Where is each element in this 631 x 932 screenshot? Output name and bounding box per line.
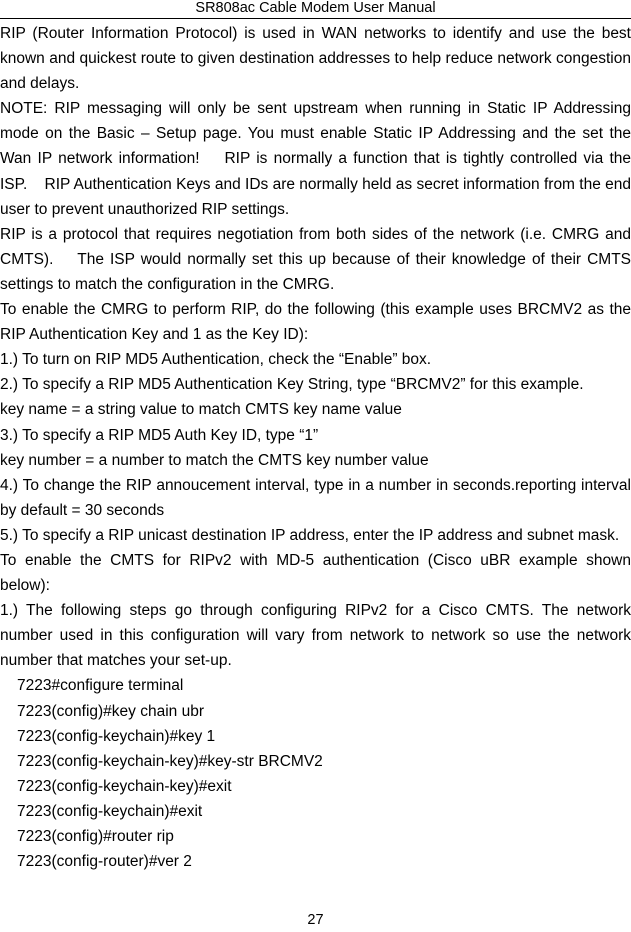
step-1-enable: 1.) To turn on RIP MD5 Authentication, check the “Enable” box.	[0, 351, 432, 369]
step-3-key-id: 3.) To specify a RIP MD5 Auth Key ID, type “1”	[0, 426, 319, 444]
document-body	[0, 21, 631, 874]
code-line: 7223(config-keychain-key)#key-str BRCMV2	[17, 752, 323, 770]
config-commands	[0, 673, 631, 874]
code-line: 7223(config-router)#ver 2	[17, 853, 192, 871]
step-2-key-string: 2.) To specify a RIP MD5 Authentication Key String, type “BRCMV2” for this example.	[0, 376, 584, 394]
paragraph-rip-intro: RIP (Router Information Protocol) is used in WAN networks to identify and use the best known and quickest route to given destination addresses to help reduce network congestion and delays.	[0, 25, 631, 93]
header-title: SR808ac Cable Modem User Manual	[195, 0, 436, 16]
paragraph-enable-cmts: To enable the CMTS for RIPv2 with MD-5 authentication (Cisco uBR example shown below):	[0, 551, 631, 595]
page-number: 27	[307, 912, 324, 928]
code-line: 7223(config-keychain)#key 1	[17, 727, 216, 745]
code-line: 7223(config)#key chain ubr	[17, 702, 204, 720]
step-4-interval: 4.) To change the RIP annoucement interval, type in a number in seconds.reporting interval by default = 30 seconds	[0, 476, 631, 519]
step-5-unicast: 5.) To specify a RIP unicast destination IP address, enter the IP address and subnet mask.	[0, 526, 620, 544]
cmts-step-1: 1.) The following steps go through configuring RIPv2 for a Cisco CMTS. The network number used in this configuration will vary from network to network so use the network number that matches your set-up.	[0, 602, 631, 670]
key-name-note: key name = a string value to match CMTS key name value	[0, 401, 402, 419]
page-footer	[0, 912, 631, 929]
paragraph-enable-cmrg: To enable the CMRG to perform RIP, do the following (this example uses BRCMV2 as the RIP Authentication Key and 1 as the Key ID):	[0, 301, 631, 344]
paragraph-negotiation: RIP is a protocol that requires negotiation from both sides of the network (i.e. CMRG and CMTS). The ISP would normally set this up because of their knowledge of their CMTS settings to match the configuration in the CMRG.	[0, 225, 631, 293]
code-line: 7223#configure terminal	[17, 677, 184, 695]
code-line: 7223(config)#router rip	[17, 828, 174, 845]
code-line: 7223(config-keychain)#exit	[17, 802, 203, 820]
paragraph-note: NOTE: RIP messaging will only be sent upstream when running in Static IP Addressing mode on the Basic – Setup page. You must enable Static IP Addressing and the set the Wan IP network information! RIP is normally a function that is tightly controlled via the ISP. RIP Authentication Keys and IDs are normally held as secret information from the end user to prevent unauthorized RIP settings.	[0, 100, 631, 218]
page-header	[0, 0, 631, 19]
key-number-note: key number = a number to match the CMTS key number value	[0, 451, 429, 469]
code-line: 7223(config-keychain-key)#exit	[17, 777, 232, 795]
